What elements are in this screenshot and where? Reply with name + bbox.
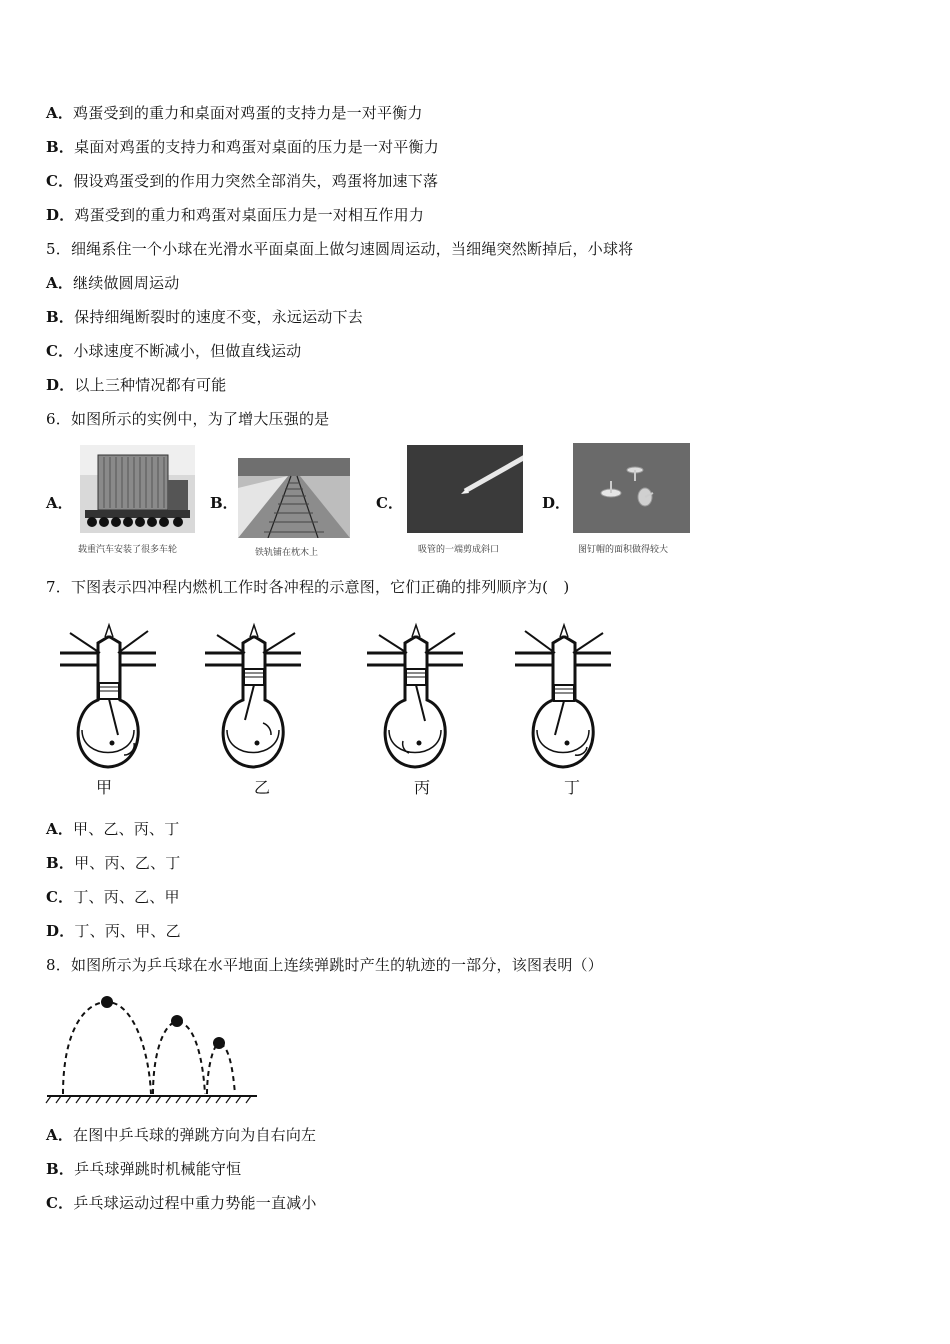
option-text: 丁、丙、乙、甲: [73, 888, 180, 906]
option-letter: C．: [46, 888, 74, 906]
railway-photo: [238, 458, 350, 538]
q6-caption-a: 载重汽车安装了很多车轮: [78, 545, 178, 555]
option-text: 小球速度不断减小，但做直线运动: [73, 342, 302, 360]
option-text: 在图中乒乓球的弹跳方向为自右向左: [73, 1126, 317, 1144]
engine-label-ding: 丁: [564, 778, 581, 797]
option-text: 鸡蛋受到的重力和鸡蛋对桌面压力是一对相互作用力: [74, 206, 425, 224]
q6-image-b-letter: B．: [210, 494, 238, 512]
option-letter: C．: [46, 342, 74, 360]
q8-option-a: [46, 1124, 316, 1145]
q4-option-a: [46, 102, 423, 123]
q6-caption-d: 图钉帽的面积做得较大: [578, 545, 669, 555]
q7-option-c: [46, 886, 180, 907]
option-letter: D．: [46, 206, 75, 224]
q4-option-d: [46, 204, 424, 225]
option-text: 桌面对鸡蛋的支持力和鸡蛋对桌面的压力是一对平衡力: [74, 138, 439, 156]
option-letter: D．: [46, 922, 75, 940]
q6-image-a-letter: A．: [46, 494, 73, 512]
q6-stem: 6．如图所示的实例中，为了增大压强的是: [46, 410, 330, 428]
q5-stem: 5．细绳系住一个小球在光滑水平面桌面上做匀速圆周运动，当细绳突然断掉后，小球将: [46, 240, 634, 258]
option-letter: D．: [46, 376, 75, 394]
option-letter: A．: [46, 1126, 74, 1144]
q6-caption-b: 铁轨铺在枕木上: [255, 548, 319, 558]
q8-option-c: [46, 1192, 317, 1213]
q5-option-d: [46, 374, 226, 395]
engine-stroke-jia: [60, 625, 156, 767]
option-letter: A．: [46, 104, 74, 122]
q4-option-c: [46, 170, 438, 191]
q7-option-a: [46, 818, 179, 839]
q8-stem: 8．如图所示为乒乓球在水平地面上连续弹跳时产生的轨迹的一部分，该图表明（）: [46, 956, 603, 974]
option-letter: B．: [46, 138, 75, 156]
option-text: 鸡蛋受到的重力和桌面对鸡蛋的支持力是一对平衡力: [73, 104, 423, 122]
engine-stroke-yi: [205, 625, 301, 767]
engine-label-yi: 乙: [254, 778, 271, 797]
bouncing-ball-figure: [45, 990, 265, 1110]
option-letter: C．: [46, 172, 74, 190]
q5-option-a: [46, 272, 179, 293]
truck-photo: [80, 445, 195, 533]
engine-stroke-ding: [515, 625, 611, 767]
q7-stem: 7．下图表示四冲程内燃机工作时各冲程的示意图，它们正确的排列顺序为( ): [46, 578, 570, 596]
option-letter: B．: [46, 854, 75, 872]
option-text: 假设鸡蛋受到的作用力突然全部消失，鸡蛋将加速下落: [73, 172, 439, 190]
straw-photo: [407, 445, 523, 533]
option-text: 乒乓球弹跳时机械能守恒: [74, 1160, 242, 1178]
q7-option-b: [46, 852, 181, 873]
q5-option-c: [46, 340, 301, 361]
q5-option-b: [46, 306, 363, 327]
q6-caption-c: 吸管的一端剪成斜口: [418, 545, 500, 555]
option-text: 继续做圆周运动: [73, 274, 180, 292]
q6-image-d-letter: D．: [542, 494, 571, 512]
option-letter: A．: [46, 820, 74, 838]
option-letter: B．: [46, 308, 75, 326]
q8-option-b: [46, 1158, 241, 1179]
option-letter: B．: [46, 1160, 75, 1178]
engine-strokes-figure: [55, 615, 625, 775]
engine-label-bing: 丙: [414, 778, 431, 797]
option-text: 甲、丙、乙、丁: [74, 854, 181, 872]
thumbtack-photo: [573, 443, 690, 533]
option-letter: A．: [46, 274, 74, 292]
option-text: 乒乓球运动过程中重力势能一直减小: [73, 1194, 317, 1212]
engine-stroke-bing: [367, 625, 463, 767]
option-letter: C．: [46, 1194, 74, 1212]
q6-image-c-letter: C．: [376, 494, 403, 512]
engine-label-jia: 甲: [96, 778, 113, 797]
option-text: 以上三种情况都有可能: [74, 376, 227, 394]
option-text: 丁、丙、甲、乙: [74, 922, 181, 940]
option-text: 甲、乙、丙、丁: [73, 820, 180, 838]
q7-option-d: [46, 920, 181, 941]
q4-option-b: [46, 136, 439, 157]
option-text: 保持细绳断裂时的速度不变，永远运动下去: [74, 308, 363, 326]
